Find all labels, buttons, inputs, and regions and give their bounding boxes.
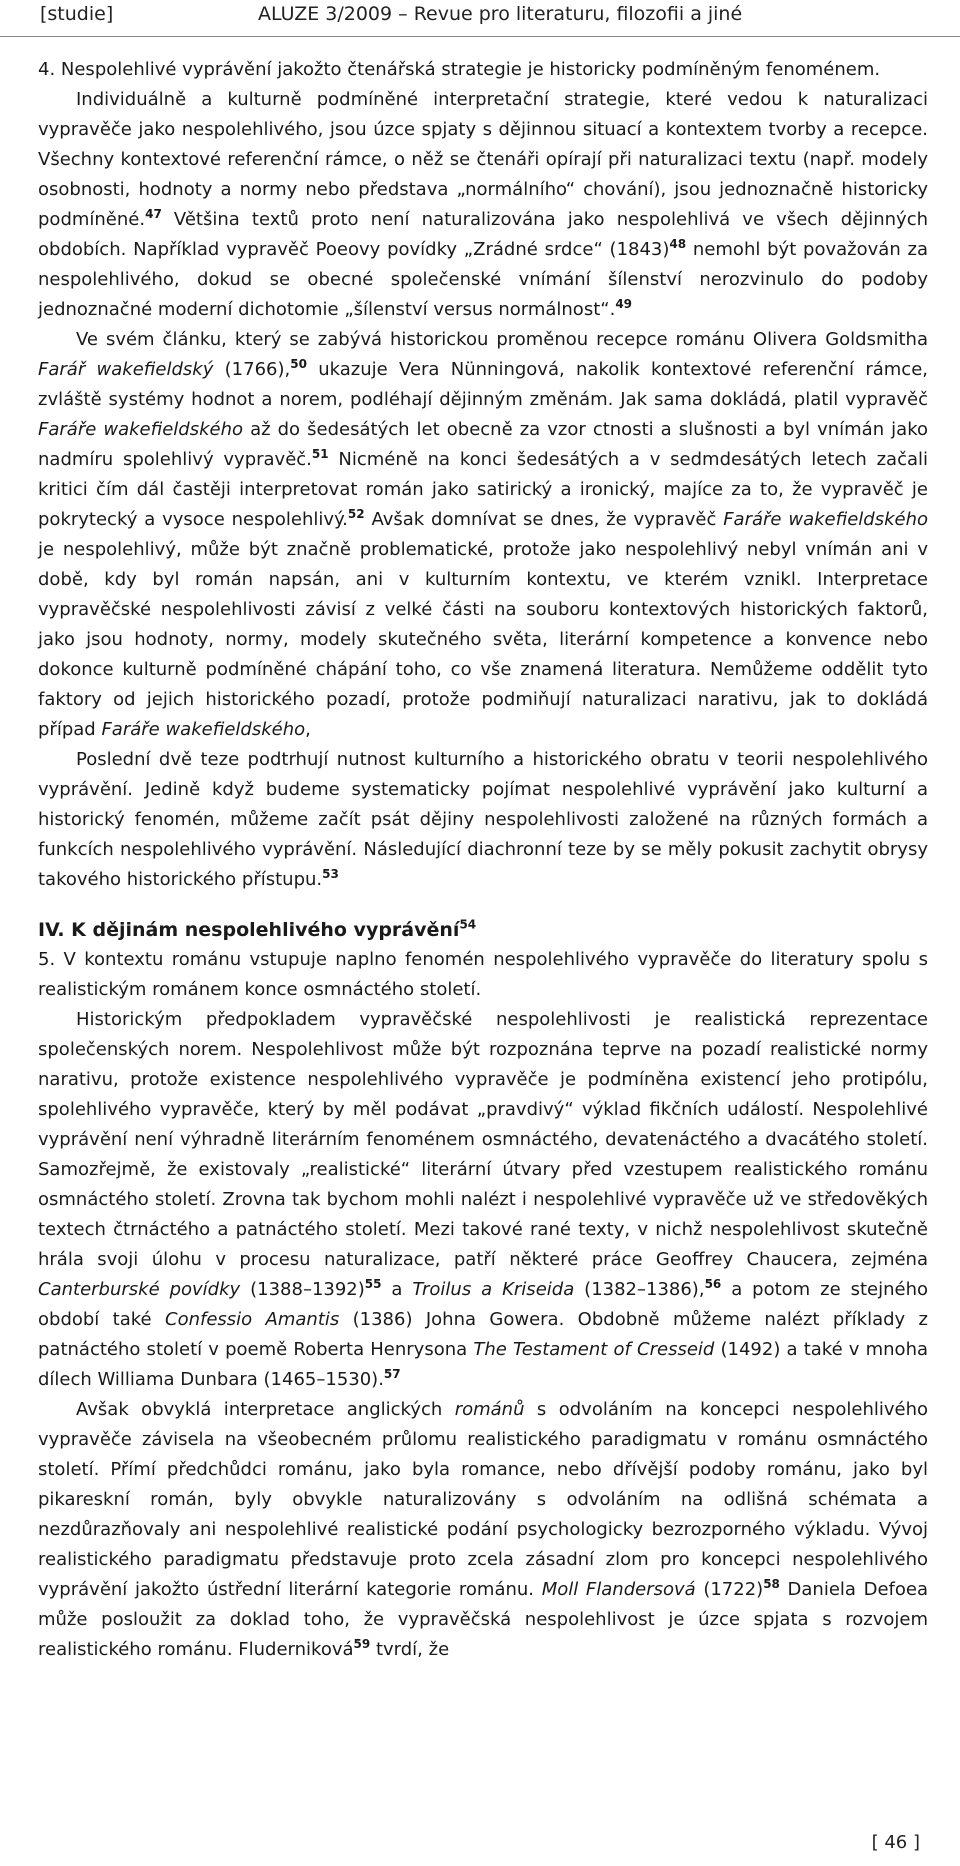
footnote-ref[interactable]: 56 — [704, 1277, 722, 1291]
paragraph — [38, 745, 928, 895]
text-run: (1388–1392) — [240, 1279, 365, 1300]
footnote-ref[interactable]: 49 — [615, 297, 633, 311]
text-run: a potom ze stejného období také — [38, 1279, 929, 1330]
text-run: Avšak obvyklá interpretace anglických — [76, 1399, 455, 1420]
paragraph — [38, 1395, 928, 1665]
work-title: Troilus a Kriseida — [412, 1279, 575, 1300]
text-run: (1386) Johna Gowera. Obdobně můžeme nalézt příklady z patnáctého století v poemě Roberta Henrysona — [38, 1309, 928, 1360]
article-body — [38, 55, 928, 1665]
work-title: Moll Flandersová — [541, 1579, 696, 1600]
text-run: Ve svém článku, který se zabývá historickou proměnou recepce románu Olivera Goldsmitha — [76, 329, 928, 350]
footnote-ref[interactable]: 55 — [364, 1277, 382, 1291]
work-title: The Testament of Cresseid — [473, 1339, 715, 1360]
section-tag: [studie] — [40, 3, 114, 25]
text-run: s odvoláním na koncepci nespolehlivého vypravěče závisela na všeobecném průlomu realistického paradigmatu v románu osmnáctého století. Přímí předchůdci románu, jako byla romance, nebo dřívější podoby románu, jako byl pikareskní román, byly obvykle naturalizovány s odvoláním na odlišná schémata a nezdůrazňovaly ani nespolehlivé realistické podání psychologicky bezrozporného výkladu. Vývoj realistického paradigmatu představuje proto zcela zásadní zlom pro koncepci nespolehlivého vyprávění jakožto ústřední literární kategorie románu. — [38, 1399, 928, 1600]
text-run: až do šedesátých let obecně za vzor ctnosti a slušnosti a byl vnímán jako nadmíru spolehlivý vypravěč. — [38, 419, 929, 470]
text-run: (1492) a také v mnoha dílech Williama Dunbara (1465–1530). — [38, 1339, 929, 1390]
work-title: Confessio Amantis — [165, 1309, 340, 1330]
footnote-ref[interactable]: 52 — [347, 507, 365, 521]
text-run: , — [305, 719, 311, 740]
work-title: Canterburské povídky — [38, 1279, 241, 1300]
footnote-ref[interactable]: 57 — [383, 1367, 401, 1381]
work-title: Faráře wakefieldského — [101, 719, 306, 740]
work-title: románů — [454, 1399, 525, 1420]
text-run: Avšak domnívat se dnes, že vypravěč — [364, 509, 724, 530]
text-run: Historickým předpokladem vypravěčské nespolehlivosti je realistická reprezentace společenských norem. Nespolehlivost může být rozpoznána teprve na pozadí realistické normy narativu, protože existence nespolehlivého vypravěče je podmíněna existencí jeho protipólu, spolehlivého vypravěče, který by měl podávat „pravdivý“ výklad fikčních událostí. Nespolehlivé vyprávění není výhradně literárním fenoménem osmnáctého, devatenáctého a dvacátého století. Samozřejmě, že existovaly „realistické“ literární útvary před vzestupem realistického románu osmnáctého století. Zrovna tak bychom mohli nalézt i nespolehlivé vypravěče už ve středověkých textech čtrnáctého a patnáctého století. Mezi takové rané texty, v nichž nespolehlivost skutečně hrála svoji úlohu v procesu naturalizace, patří některé práce Geoffrey Chaucera, zejména — [38, 1009, 928, 1270]
paragraph-group-2 — [38, 945, 928, 1665]
paragraph — [38, 945, 928, 1005]
text-run: (1382–1386), — [574, 1279, 705, 1300]
paragraph — [38, 85, 928, 325]
paragraph-group-1 — [38, 55, 928, 895]
text-run: 4. Nespolehlivé vyprávění jakožto čtenářská strategie je historicky podmíněným fenoménem. — [38, 59, 881, 80]
section-heading-text: IV. K dějinám nespolehlivého vyprávění — [38, 919, 460, 941]
work-title: Faráře wakefieldského — [723, 509, 929, 530]
footnote-ref[interactable]: 54 — [459, 917, 477, 932]
paragraph — [38, 55, 928, 85]
text-run: ukazuje Vera Nünningová, nakolik kontextové referenční rámce, zvláště systémy hodnot a norem, podléhají dějinným změnám. Jak sama dokládá, platil vypravěč — [38, 359, 928, 410]
work-title: Farář wakefieldský — [38, 359, 214, 380]
footnote-ref[interactable]: 48 — [669, 237, 687, 251]
text-run: Poslední dvě teze podtrhují nutnost kulturního a historického obratu v teorii nespolehlivého vyprávění. Jedině když budeme systematicky pojímat nespolehlivé vyprávění jako kulturní a historický fenomén, můžeme začít psát dějiny nespolehlivosti založené na různých formách a funkcích nespolehlivého vyprávění. Následující diachronní teze by se měly pokusit zachytit obrysy takového historického přístupu. — [38, 749, 928, 890]
paragraph — [38, 1005, 928, 1395]
footnote-ref[interactable]: 47 — [145, 207, 162, 221]
text-run: je nespolehlivý, může být značně problematické, protože jako nespolehlivý nebyl vnímán ani v době, kdy byl román napsán, ani v kulturním kontextu, ve kterém vznikl. Interpretace vypravěčské nespolehlivosti závisí z velké části na souboru kontextových historických faktorů, jako jsou hodnoty, normy, modely skutečného světa, literární kompetence a konvence nebo dokonce kulturně podmíněné chápání toho, co vše znamená literatura. Nemůžeme oddělit tyto faktory od jejich historického pozadí, protože podmiňují naturalizaci narativu, jak to dokládá případ — [38, 539, 928, 740]
footnote-ref[interactable]: 51 — [311, 447, 329, 461]
text-run: tvrdí, že — [370, 1639, 450, 1660]
text-run: nemohl být považován za nespolehlivého, dokud se obecné společenské vnímání šílenství nerozvinulo do podoby jednoznačné moderní dichotomie „šílenství versus normálnost“. — [38, 239, 928, 320]
text-run: Nicméně na konci šedesátých a v sedmdesátých letech začali kritici čím dál častěji interpretovat román jako satirický a ironický, majíce za to, že vypravěč je pokrytecký a vysoce nespolehlivý. — [38, 449, 928, 530]
running-header — [0, 0, 960, 37]
footnote-ref[interactable]: 50 — [290, 357, 307, 371]
page-number: [ 46 ] — [871, 1832, 920, 1853]
journal-title: ALUZE 3/2009 – Revue pro literaturu, filozofii a jiné — [258, 3, 743, 25]
text-run: Individuálně a kulturně podmíněné interpretační strategie, které vedou k naturalizaci vypravěče jako nespolehlivého, jsou úzce spjaty s dějinnou situací a kontextem tvorby a recepce. Všechny kontextové referenční rámce, o něž se čtenáři opírají při naturalizaci textu (např. modely osobnosti, hodnoty a normy nebo představa „normálního“ chování), jsou jednoznačně historicky podmíněné. — [38, 89, 928, 230]
footnote-ref[interactable]: 53 — [322, 867, 339, 881]
text-run: 5. V kontextu románu vstupuje naplno fenomén nespolehlivého vypravěče do literatury spolu s realistickým románem konce osmnáctého století. — [38, 949, 928, 1000]
text-run: (1766), — [213, 359, 291, 380]
text-run: (1722) — [695, 1579, 764, 1600]
text-run: Daniela Defoea může posloužit za doklad toho, že vypravěčská nespolehlivost je úzce spjata s rozvojem realistického románu. Fluderniková — [38, 1579, 928, 1660]
footnote-ref[interactable]: 58 — [763, 1577, 780, 1591]
footnote-ref[interactable]: 59 — [353, 1637, 371, 1651]
text-run: a — [381, 1279, 413, 1300]
text-run: Většina textů proto není naturalizována jako nespolehlivá ve všech dějinných obdobích. Například vypravěč Poeovy povídky „Zrádné srdce“ (1843) — [38, 209, 928, 260]
paragraph — [38, 325, 928, 745]
work-title: Faráře wakefieldského — [38, 419, 244, 440]
section-heading — [38, 915, 928, 945]
